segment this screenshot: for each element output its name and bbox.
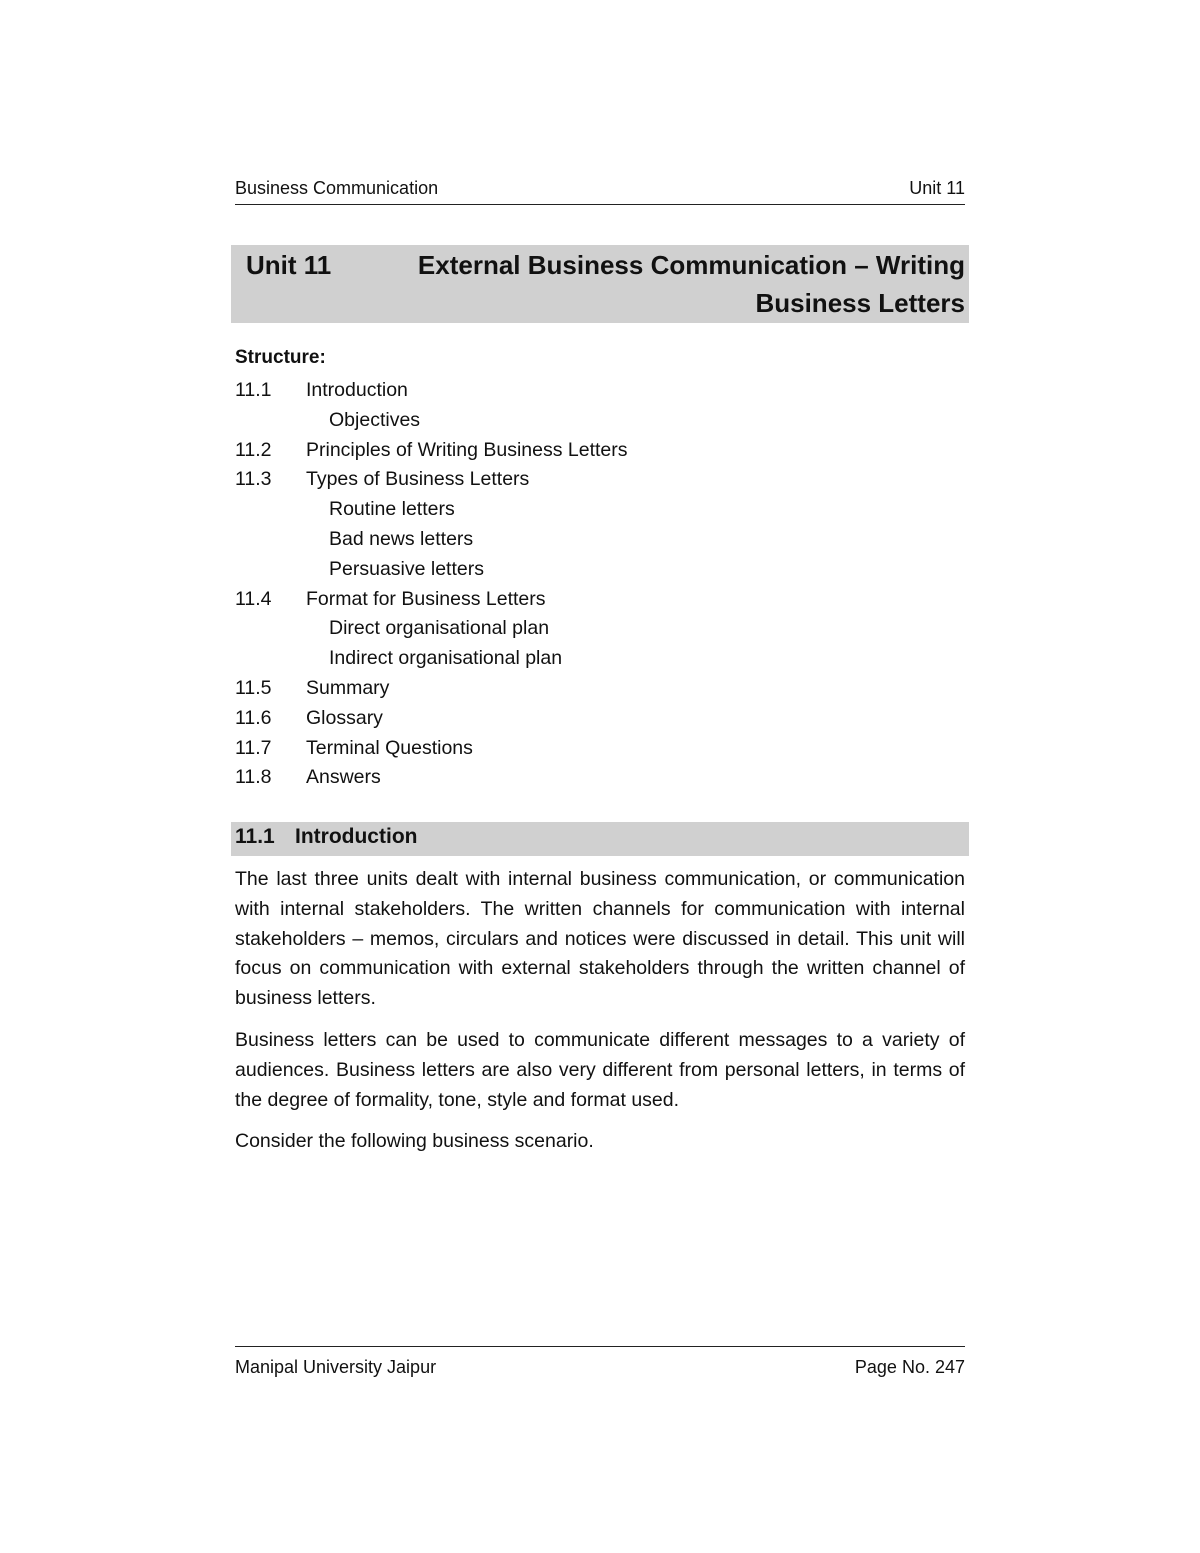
structure-subitem	[235, 525, 965, 555]
structure-item	[235, 734, 965, 764]
unit-title-banner	[231, 245, 969, 323]
footer-page-number: Page No. 247	[854, 1357, 965, 1377]
structure-item-number: 11.4	[235, 587, 272, 610]
structure-label: Structure:	[235, 347, 326, 368]
structure-item-label: Summary	[306, 676, 390, 699]
structure-item-label: Types of Business Letters	[306, 468, 530, 491]
structure-subitem	[235, 614, 965, 644]
running-header	[235, 176, 965, 205]
structure-item	[235, 376, 965, 406]
structure-item-label: Format for Business Letters	[306, 587, 546, 610]
body-paragraph: The last three units dealt with internal business communication, or communication with internal stakeholders. The written channels for communication with internal stakeholders – memos, circulars and notices were discussed in detail. This unit will focus on communication with external stakeholders through the written channel of business letters.	[235, 868, 965, 1010]
structure-item-label: Answers	[306, 766, 381, 789]
structure-item	[235, 585, 965, 615]
structure-item-number: 11.5	[235, 676, 272, 699]
structure-item-number: 11.8	[235, 766, 272, 789]
structure-item	[235, 704, 965, 734]
structure-item-label: Routine letters	[329, 498, 455, 521]
structure-item	[235, 465, 965, 495]
unit-number: Unit 11	[246, 250, 332, 280]
structure-subitem	[235, 495, 965, 525]
structure-item-label: Principles of Writing Business Letters	[306, 438, 628, 461]
header-book-title: Business Communication	[235, 178, 439, 198]
structure-item-label: Bad news letters	[329, 527, 474, 550]
structure-item-label: Objectives	[329, 408, 421, 431]
structure-item	[235, 763, 965, 793]
structure-list	[235, 376, 965, 793]
structure-item-number: 11.2	[235, 438, 272, 461]
structure-item-label: Persuasive letters	[329, 557, 484, 580]
structure-item-number: 11.1	[235, 379, 272, 401]
structure-subitem	[235, 555, 965, 585]
structure-item	[235, 674, 965, 704]
structure-item-label: Direct organisational plan	[329, 617, 550, 640]
structure-item-label: Terminal Questions	[306, 736, 473, 759]
structure-item-number: 11.6	[235, 706, 272, 729]
section-heading	[231, 822, 969, 856]
body-paragraph: Consider the following business scenario.	[235, 1130, 594, 1152]
structure-item-label: Introduction	[306, 379, 408, 401]
section-title: Introduction	[295, 825, 418, 848]
structure-item-number: 11.7	[235, 736, 272, 759]
structure-item-number: 11.3	[235, 468, 272, 491]
structure-item-label: Glossary	[306, 706, 383, 729]
unit-heading: External Business Communication – Writing Business Letters	[417, 250, 965, 318]
running-footer	[235, 1346, 965, 1377]
footer-institution: Manipal University Jaipur	[235, 1357, 437, 1377]
section-number: 11.1	[235, 825, 275, 848]
structure-subitem	[235, 406, 965, 436]
structure-item	[235, 436, 965, 466]
body-paragraph: Business letters can be used to communicate different messages to a variety of audiences. Business letters are also very different from personal letters, in terms of the degree of formality, tone, style and format used.	[235, 1029, 965, 1111]
header-unit-label: Unit 11	[909, 178, 965, 198]
structure-item-label: Indirect organisational plan	[329, 647, 563, 670]
structure-subitem	[235, 644, 965, 674]
